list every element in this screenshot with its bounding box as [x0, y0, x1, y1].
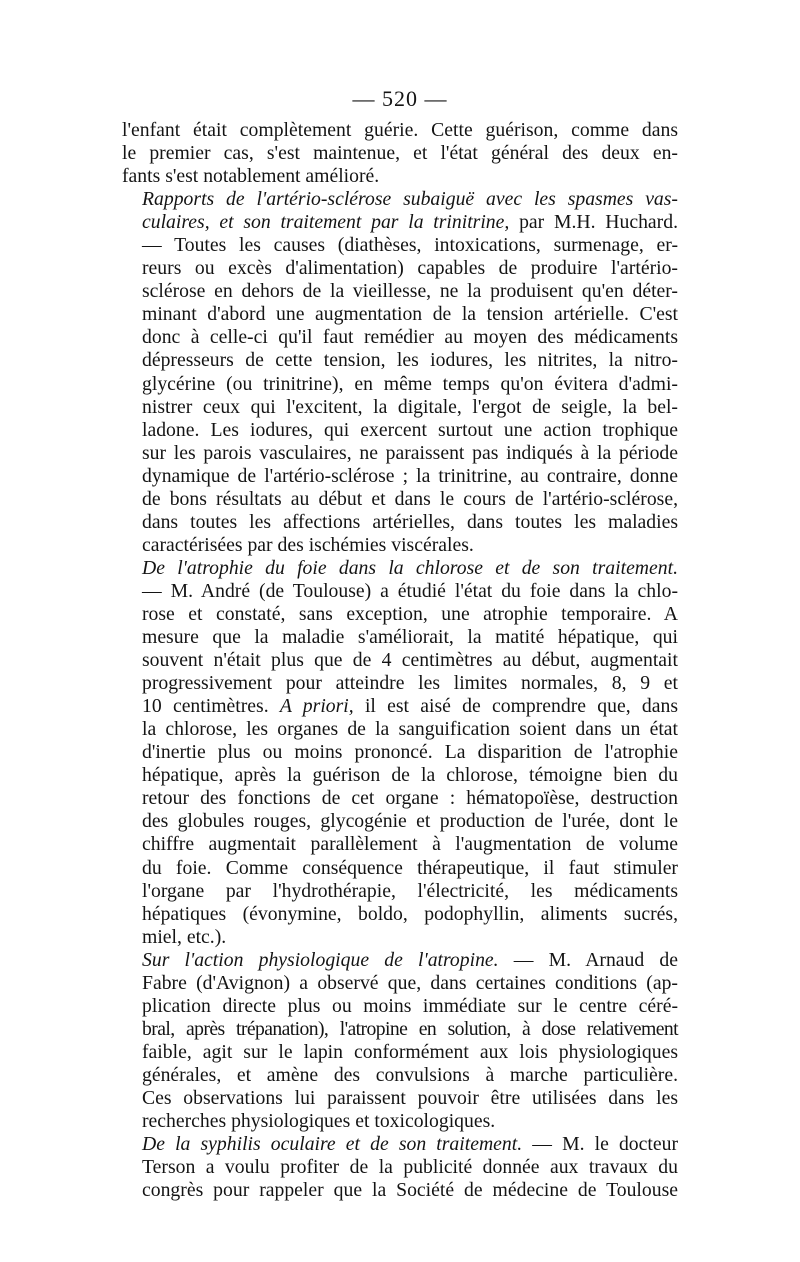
paragraph-andre: [122, 557, 678, 949]
text-line: faible, agit sur le lapin conformément aux lois physiologiques: [142, 1040, 678, 1063]
text-line: générales, et amène des convulsions à marche particulière.: [142, 1063, 678, 1086]
text-line: chiffre augmentait parallèlement à l'augmentation de volume: [142, 833, 678, 856]
text-line: progressivement pour atteindre les limites normales, 8, 9 et: [142, 672, 678, 695]
section-heading-continued: culaires, et son traitement par la trinitrine,: [142, 211, 510, 234]
text-line: l'enfant était complètement guérie. Cette guérison, comme dans: [122, 119, 678, 141]
author-name: par M.H. Huchard.: [509, 211, 678, 234]
page-number: — 520 —: [352, 86, 448, 111]
text-line: — Toutes les causes (diathèses, intoxications, surmenage, er-: [142, 234, 678, 257]
text-line: le premier cas, s'est maintenue, et l'état général des deux en-: [122, 142, 678, 165]
text-line: de bons résultats au début et dans le cours de l'artério-sclérose,: [142, 487, 678, 510]
section-heading: De l'atrophie du foie dans la chlorose et de son traitement.: [142, 556, 678, 579]
author-name: — M. Arnaud de: [498, 948, 678, 971]
text-line: fants s'est notablement amélioré.: [122, 165, 380, 188]
text-line: [122, 211, 678, 234]
text-line: minant d'abord une augmentation de la tension artérielle. C'est: [142, 303, 678, 326]
latin-phrase: A priori,: [279, 695, 354, 718]
text-line: retour des fonctions de cet organe : hématopoïèse, destruction: [142, 787, 678, 810]
text-line: hépatique, après la guérison de la chlorose, témoigne bien du: [142, 764, 678, 787]
text-line: Terson a voulu profiter de la publicité donnée aux travaux du: [142, 1156, 678, 1179]
text-line: glycérine (ou trinitrine), en même temps qu'on évitera d'admi-: [142, 372, 678, 395]
text-line: reurs ou excès d'alimentation) capables de produire l'artério-: [142, 257, 678, 280]
text-line: rose et constaté, sans exception, une atrophie temporaire. A: [142, 602, 678, 625]
text-line: souvent n'était plus que de 4 centimètres au début, augmentait: [142, 649, 678, 672]
text-line: Ces observations lui paraissent pouvoir être utilisées dans les: [142, 1086, 678, 1109]
text-line: hépatiques (évonymine, boldo, podophyllin, aliments sucrés,: [142, 902, 678, 925]
section-heading: Sur l'action physiologique de l'atropine.: [142, 948, 499, 971]
text-line: nistrer ceux qui l'excitent, la digitale, l'ergot de seigle, la bel-: [142, 395, 678, 418]
text-line: miel, etc.).: [142, 925, 227, 948]
text-line: du foie. Comme conséquence thérapeutique, il faut stimuler: [142, 856, 678, 879]
text-line: sclérose en dehors de la vieillesse, ne la produisent qu'en déter-: [142, 280, 678, 303]
text-line: d'inertie plus ou moins prononcé. La disparition de l'atrophie: [142, 741, 678, 764]
text-segment: 10 centimètres.: [142, 695, 280, 718]
text-line: caractérisées par des ischémies viscérales.: [142, 533, 474, 556]
text-line: [122, 1133, 678, 1156]
text-line: dans toutes les affections artérielles, dans toutes les maladies: [142, 510, 678, 533]
text-line: plication directe plus ou moins immédiate sur le centre céré-: [142, 994, 678, 1017]
text-line: sur les parois vasculaires, ne paraissent pas indiqués à la période: [142, 441, 678, 464]
text-line: [122, 949, 678, 972]
text-line: la chlorose, les organes de la sanguification soient dans un état: [142, 718, 678, 741]
section-heading: De la syphilis oculaire et de son traitement.: [142, 1133, 523, 1156]
text-line: congrès pour rappeler que la Société de médecine de Toulouse: [142, 1179, 678, 1202]
text-line: dépresseurs de cette tension, les iodures, les nitrites, la nitro-: [142, 349, 678, 372]
text-line: donc à celle-ci qu'il faut remédier au moyen des médicaments: [142, 326, 678, 349]
text-line: mesure que la maladie s'améliorait, la matité hépatique, qui: [142, 626, 678, 649]
text-line: bral, après trépanation), l'atropine en solution, à dose relativement: [142, 1017, 678, 1040]
text-line: recherches physiologiques et toxicologiques.: [142, 1110, 496, 1133]
text-line: dynamique de l'artério-sclérose ; la trinitrine, au contraire, donne: [142, 464, 678, 487]
text-line: Fabre (d'Avignon) a observé que, dans certaines conditions (ap-: [142, 971, 678, 994]
section-heading: Rapports de l'artério-sclérose subaiguë avec les spasmes vas-: [142, 188, 678, 211]
author-name: — M. le docteur: [522, 1133, 679, 1156]
text-segment: il est aisé de comprendre que, dans: [353, 695, 678, 718]
text-line: [122, 695, 678, 718]
text-line: ladone. Les iodures, qui exercent surtout une action trophique: [142, 418, 678, 441]
text-line: l'organe par l'hydrothérapie, l'électricité, les médicaments: [142, 879, 678, 902]
paragraph-continuation: [122, 119, 678, 188]
text-line: des globules rouges, glycogénie et production de l'urée, dont le: [142, 810, 678, 833]
paragraph-arnaud: [122, 949, 678, 1133]
paragraph-huchard: [122, 188, 678, 557]
text-line: — M. André (de Toulouse) a étudié l'état du foie dans la chlo-: [142, 579, 678, 602]
body-text: [122, 119, 678, 1202]
paragraph-terson: [122, 1133, 678, 1202]
